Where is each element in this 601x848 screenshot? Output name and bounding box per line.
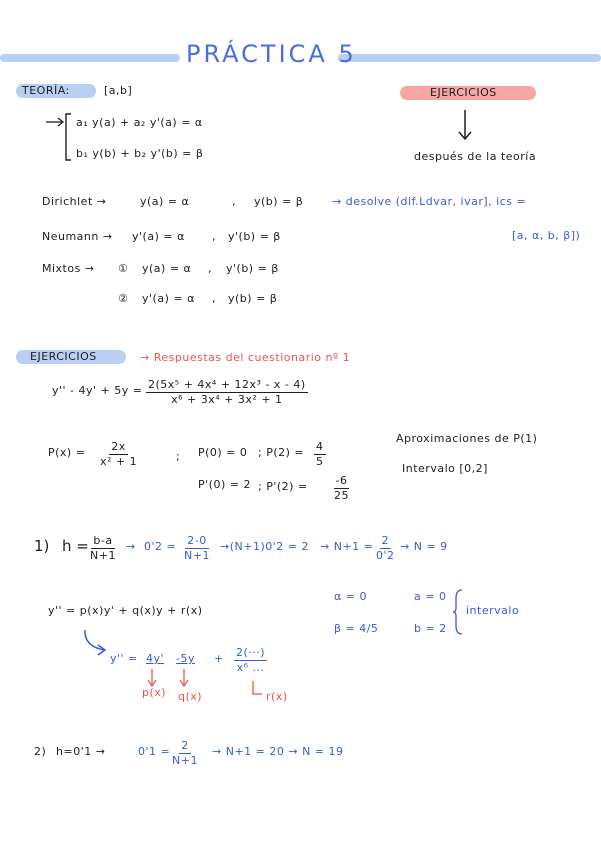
rewrite-r-num: 2(···)	[236, 646, 266, 659]
title-bar-left	[0, 54, 180, 62]
aprox-text: Aproximaciones de P(1)	[396, 432, 538, 445]
part1-h-num: b-a	[93, 534, 113, 547]
curved-arrow-icon	[80, 628, 110, 658]
p2-fraction	[314, 440, 326, 469]
ode-fraction	[146, 378, 308, 407]
mix2-num: ②	[118, 292, 129, 305]
page-title: PRÁCTICA 5	[186, 40, 357, 68]
part1-arrow: →	[126, 540, 136, 553]
neumann-sep: ,	[212, 230, 216, 243]
ejercicios-badge: EJERCICIOS	[430, 86, 497, 99]
semicolon: ;	[176, 450, 181, 463]
bc2: b₁ y(b) + b₂ y'(b) = β	[76, 147, 204, 160]
p-den: x² + 1	[100, 455, 138, 468]
rewrite-r-den: x⁶ ...	[236, 661, 265, 674]
dirichlet-label: Dirichlet →	[42, 195, 107, 208]
a-val: a = 0	[414, 590, 447, 603]
ejercicios-note: → Respuestas del cuestionario nº 1	[140, 351, 351, 364]
part2-num: 2)	[34, 745, 47, 758]
intervalo-brace-text: intervalo	[466, 604, 520, 617]
part1-step2: →(N+1)0'2 = 2	[220, 540, 309, 553]
rewrite-p: 4y'	[146, 652, 165, 665]
p2-num: 4	[316, 440, 324, 453]
p-tag-arrow-icon	[146, 668, 158, 688]
ode-lhs: y'' - 4y' + 5y =	[52, 384, 143, 397]
teoria-label: TEORÍA:	[22, 84, 70, 97]
p0: P(0) = 0	[198, 446, 248, 459]
part1-step-den: N+1	[184, 549, 210, 562]
part1-step3-lhs: → N+1 =	[320, 540, 374, 553]
dirichlet-sep: ,	[232, 195, 236, 208]
bc1: a₁ y(a) + a₂ y'(a) = α	[76, 116, 203, 129]
p-num: 2x	[111, 440, 126, 453]
general-form: y'' = p(x)y' + q(x)y + r(x)	[48, 604, 203, 617]
mix1-b: y'(b) = β	[226, 262, 279, 275]
dirichlet-note2: [a, α, b, β])	[512, 229, 581, 242]
part1-step-num: 2-0	[187, 534, 207, 547]
mix1-num: ①	[118, 262, 129, 275]
mix2-a: y'(a) = α	[142, 292, 195, 305]
part1-step-fraction	[182, 534, 212, 563]
title-bar-right	[338, 54, 601, 62]
part2-step-den: N+1	[172, 754, 198, 767]
mix2-sep: ,	[212, 292, 216, 305]
rewrite-q: -5y	[176, 652, 195, 665]
r-tag-arrow-icon	[250, 680, 264, 700]
part1-step3-den: 0'2	[376, 549, 395, 562]
mix1-sep: ,	[208, 262, 212, 275]
p-fraction	[98, 440, 139, 469]
rewrite-lhs: y'' =	[110, 652, 138, 665]
dirichlet-b: y(b) = β	[254, 195, 304, 208]
intervalo-text: Intervalo [0,2]	[402, 462, 488, 475]
neumann-a: y'(a) = α	[132, 230, 185, 243]
part2-result: → N+1 = 20 → N = 19	[212, 745, 344, 758]
r-tag: r(x)	[266, 690, 288, 703]
part2-step-lhs: 0'1 =	[138, 745, 171, 758]
part1-h-fraction	[88, 534, 118, 563]
part2-h: h=0'1 →	[56, 745, 106, 758]
ode-num: 2(5x⁵ + 4x⁴ + 12x³ - x - 4)	[148, 378, 306, 391]
part1-step3-num: 2	[381, 534, 390, 547]
dirichlet-a: y(a) = α	[140, 195, 190, 208]
dp0: P'(0) = 2	[198, 478, 251, 491]
beta-val: β = 4/5	[334, 622, 379, 635]
part1-result: → N = 9	[400, 540, 448, 553]
part1-step-lhs: 0'2 =	[144, 540, 177, 553]
mix2-b: y(b) = β	[228, 292, 278, 305]
dirichlet-note: → desolve (dif.Ldvar, ivar], ics =	[332, 195, 527, 208]
ejercicios-label: EJERCICIOS	[30, 350, 97, 363]
part2-step-num: 2	[181, 739, 189, 752]
ode-den: x⁶ + 3x⁴ + 3x² + 1	[171, 393, 283, 406]
p-tag: p(x)	[142, 686, 167, 699]
part1-h-lhs: h =	[62, 537, 89, 555]
alpha-val: α = 0	[334, 590, 367, 603]
dp2-lhs: ; P'(2) =	[258, 480, 308, 493]
p2-lhs: ; P(2) =	[258, 446, 305, 459]
q-tag: q(x)	[178, 690, 203, 703]
part2-step-fraction	[170, 739, 200, 768]
dp2-fraction	[332, 474, 351, 503]
bracket-arrow-icon	[44, 112, 74, 164]
neumann-b: y'(b) = β	[228, 230, 281, 243]
rewrite-plus: +	[214, 652, 224, 665]
dp2-den: 25	[334, 489, 349, 502]
p2-den: 5	[316, 455, 324, 468]
part1-num: 1)	[34, 537, 50, 555]
mix1-a: y(a) = α	[142, 262, 192, 275]
rewrite-r-fraction	[234, 646, 267, 675]
q-tag-arrow-icon	[178, 668, 190, 688]
brace-icon	[452, 588, 464, 636]
teoria-interval: [a,b]	[104, 84, 133, 97]
despues-text: después de la teoría	[414, 150, 537, 163]
b-val: b = 2	[414, 622, 447, 635]
p-lhs: P(x) =	[48, 446, 86, 459]
part1-step3-fraction	[374, 534, 397, 563]
part1-h-den: N+1	[90, 549, 116, 562]
mixtos-label: Mixtos →	[42, 262, 95, 275]
down-arrow-icon	[456, 108, 474, 142]
dp2-num: -6	[335, 474, 348, 487]
neumann-label: Neumann →	[42, 230, 113, 243]
